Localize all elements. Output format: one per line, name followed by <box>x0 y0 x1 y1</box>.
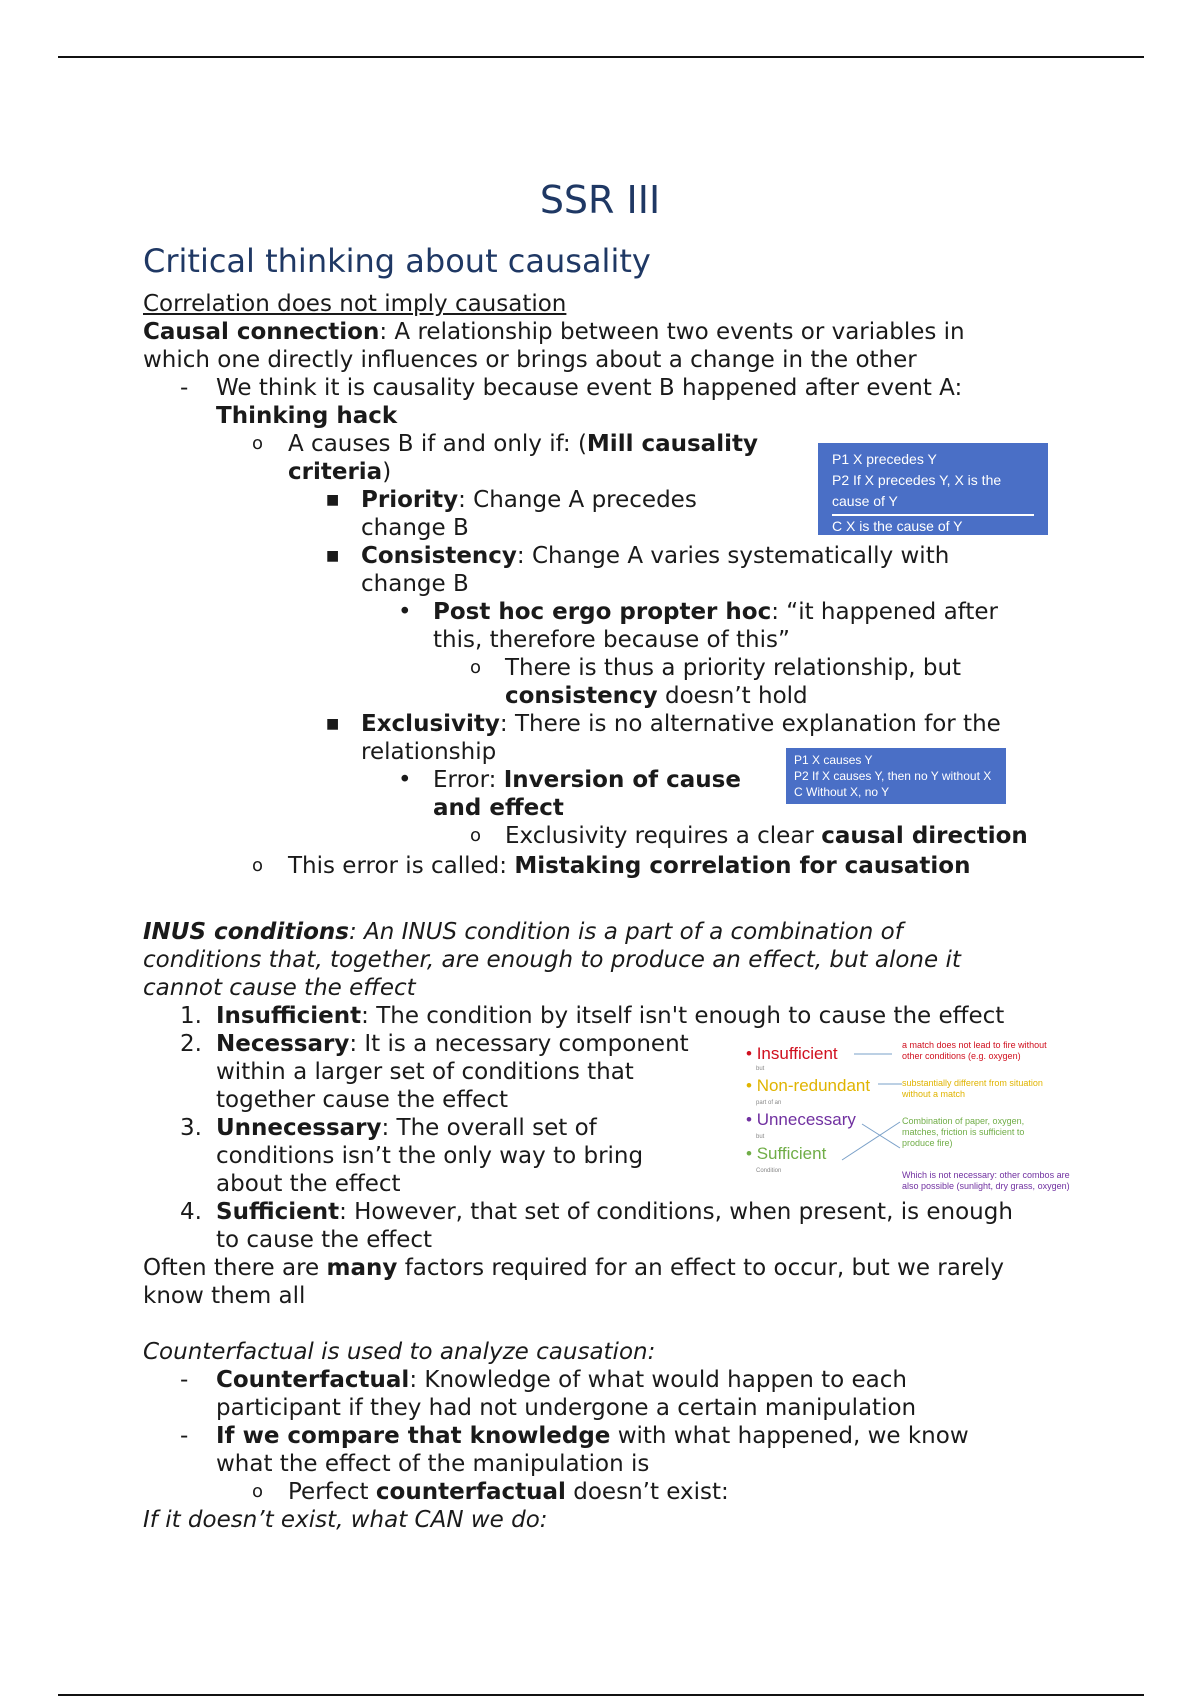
box-line: P1 X precedes Y <box>832 451 937 467</box>
list-number: 4. <box>180 1199 202 1225</box>
text-line: Often there are many factors required for an effect to occur, but we rarely <box>143 1255 1004 1281</box>
text-line: consistency doesn’t hold <box>505 683 808 709</box>
diagram-small-label: part of an <box>756 1100 782 1106</box>
section-heading: Critical thinking about causality <box>143 242 651 280</box>
diagram-note: Which is not necessary: other combos are also possible (sunlight, dry grass, oxygen) <box>902 1170 1070 1191</box>
box-line: C Without X, no Y <box>794 785 890 799</box>
box-conclusion: C X is the cause of Y <box>832 514 1034 537</box>
text-line: Exclusivity: There is no alternative explanation for the <box>361 711 1001 737</box>
dot-bullet: • <box>398 599 412 625</box>
box-line: P2 If X causes Y, then no Y without X <box>794 769 992 783</box>
text-line: Necessary: It is a necessary component <box>216 1031 689 1057</box>
text-line: Thinking hack <box>216 403 398 429</box>
text-line: Sufficient: However, that set of conditions, when present, is enough <box>216 1199 1013 1225</box>
exclusivity-argument-box <box>786 748 1006 804</box>
square-bullet: ■ <box>326 492 340 508</box>
text-line: together cause the effect <box>216 1087 508 1113</box>
text-line: this, therefore because of this” <box>433 627 790 653</box>
text-line: participant if they had not undergone a certain manipulation <box>216 1395 917 1421</box>
diagram-note: substantially different from situation without a match <box>902 1078 1043 1099</box>
text-line: Counterfactual is used to analyze causation: <box>143 1339 656 1365</box>
list-number: 1. <box>180 1003 202 1029</box>
text-line: We think it is causality because event B happened after event A: <box>216 375 963 401</box>
diagram-note: a match does not lead to fire without other conditions (e.g. oxygen) <box>902 1040 1047 1061</box>
text-line: within a larger set of conditions that <box>216 1059 634 1085</box>
inus-definition: INUS conditions: An INUS condition is a part of a combination of <box>143 919 903 945</box>
text-line: to cause the effect <box>216 1227 433 1253</box>
text-line: Exclusivity requires a clear causal direction <box>505 823 1028 849</box>
diagram-small-label: Condition <box>756 1168 782 1174</box>
list-number: 3. <box>180 1115 202 1141</box>
insufficient-label: • Insufficient <box>746 1044 838 1063</box>
text-line: Post hoc ergo propter hoc: “it happened after <box>433 599 998 625</box>
box-line: P1 X causes Y <box>794 753 873 767</box>
text-line: what the effect of the manipulation is <box>216 1451 650 1477</box>
text-line: know them all <box>143 1283 306 1309</box>
text-line: Unnecessary: The overall set of <box>216 1115 597 1141</box>
circle-bullet: o <box>252 855 264 876</box>
dash-bullet: - <box>180 1423 189 1449</box>
text-line: change B <box>361 515 469 541</box>
dot-bullet: • <box>398 767 412 793</box>
text-line: Consistency: Change A varies systematically with <box>361 543 950 569</box>
text-line: If we compare that knowledge with what happened, we know <box>216 1423 969 1449</box>
list-number: 2. <box>180 1031 202 1057</box>
text-line: conditions isn’t the only way to bring <box>216 1143 644 1169</box>
text-line: conditions that, together, are enough to produce an effect, but alone it <box>143 947 961 973</box>
nonredundant-label: • Non-redundant <box>746 1076 871 1095</box>
dash-bullet: - <box>180 1367 189 1393</box>
page-title: SSR III <box>539 178 661 222</box>
text-line: Perfect counterfactual doesn’t exist: <box>288 1479 729 1505</box>
top-rule <box>58 56 1144 58</box>
text-line: Error: Inversion of cause <box>433 767 741 793</box>
box-line: P2 If X precedes Y, X is the <box>832 472 1002 488</box>
text-line: about the effect <box>216 1171 401 1197</box>
text-line: cannot cause the effect <box>143 975 416 1001</box>
text-line: relationship <box>361 739 497 765</box>
bottom-rule <box>58 1694 1144 1696</box>
dash-bullet: - <box>180 375 189 401</box>
text-line: A causes B if and only if: (Mill causality <box>288 431 758 457</box>
text-line: If it doesn’t exist, what CAN we do: <box>143 1507 548 1533</box>
diagram-note: Combination of paper, oxygen, matches, friction is sufficient to produce fire) <box>902 1116 1025 1148</box>
square-bullet: ■ <box>326 548 340 564</box>
text-line: There is thus a priority relationship, but <box>505 655 962 681</box>
text-line: Insufficient: The condition by itself isn't enough to cause the effect <box>216 1003 1005 1029</box>
circle-bullet: o <box>252 1481 264 1502</box>
subheading: Correlation does not imply causation <box>143 291 567 317</box>
diagram-small-label: but <box>756 1066 765 1072</box>
circle-bullet: o <box>470 657 482 678</box>
diagram-small-label: but <box>756 1134 765 1140</box>
circle-bullet: o <box>470 825 482 846</box>
box-line: cause of Y <box>832 493 898 509</box>
unnecessary-label: • Unnecessary <box>746 1110 856 1129</box>
priority-argument-box <box>818 443 1048 535</box>
inus-diagram <box>742 1032 1082 1197</box>
text-line: This error is called: Mistaking correlation for causation <box>288 853 971 879</box>
text-line: criteria) <box>288 459 392 485</box>
text-line: Priority: Change A precedes <box>361 487 697 513</box>
text-line: change B <box>361 571 469 597</box>
text-line: which one directly influences or brings about a change in the other <box>143 347 917 373</box>
text-line: and effect <box>433 795 564 821</box>
text-line: Counterfactual: Knowledge of what would happen to each <box>216 1367 907 1393</box>
square-bullet: ■ <box>326 716 340 732</box>
sufficient-label: • Sufficient <box>746 1144 827 1163</box>
circle-bullet: o <box>252 433 264 454</box>
causal-connection-line: Causal connection: A relationship between two events or variables in <box>143 319 965 345</box>
